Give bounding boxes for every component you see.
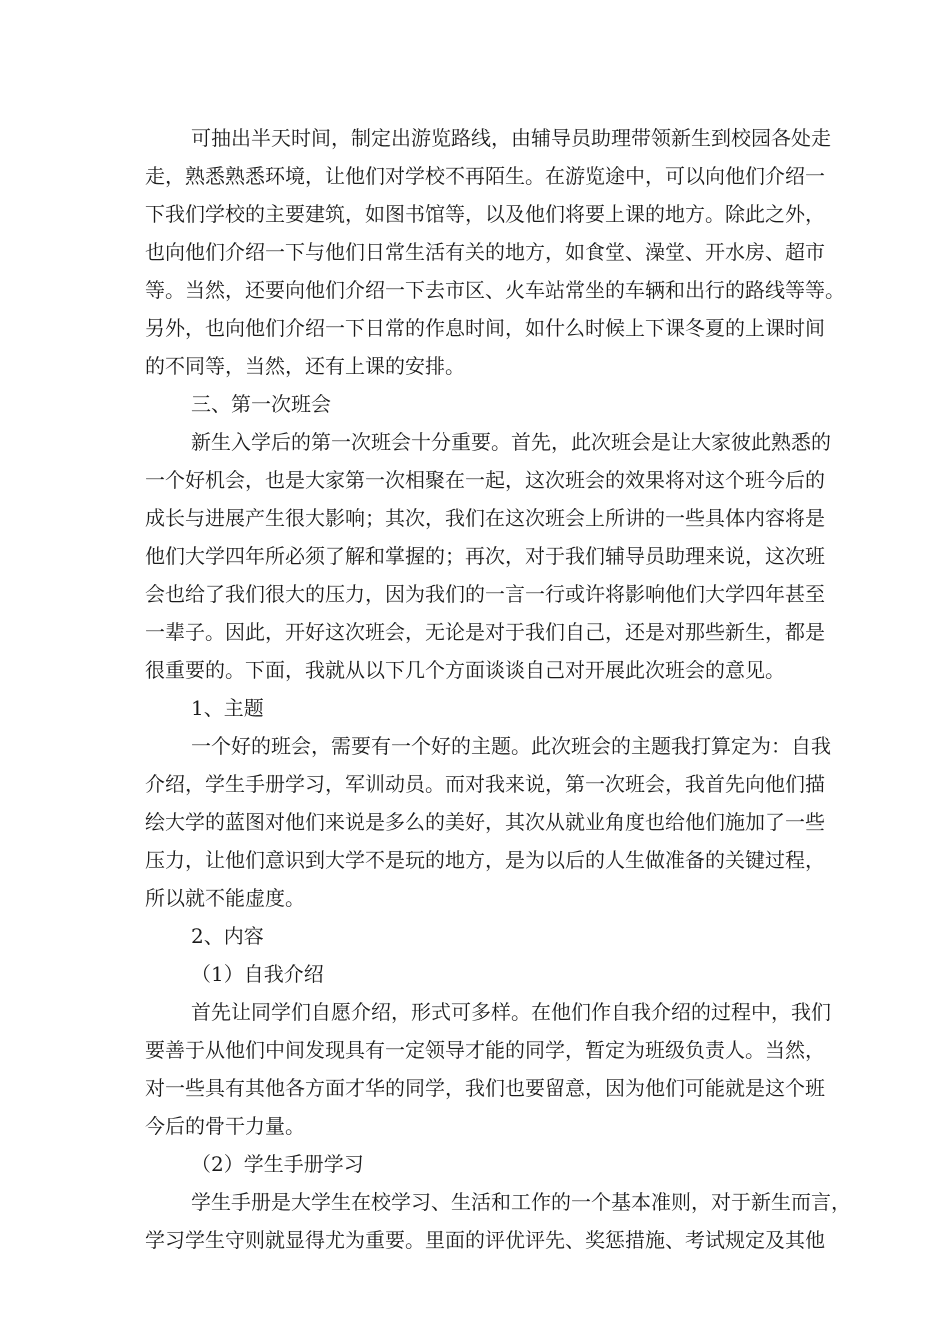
document-body	[145, 119, 851, 1259]
text-line: 对一些具有其他各方面才华的同学，我们也要留意，因为他们可能就是这个班	[145, 1076, 825, 1100]
text-line: 所以就不能虚度。	[145, 886, 305, 910]
text-line: 成长与进展产生很大影响；其次，我们在这次班会上所讲的一些具体内容将是	[145, 506, 825, 530]
text-line: 介绍，学生手册学习，军训动员。而对我来说，第一次班会，我首先向他们描	[145, 772, 825, 796]
text-line: 走，熟悉熟悉环境，让他们对学校不再陌生。在游览途中，可以向他们介绍一	[145, 164, 825, 188]
text-line: 首先让同学们自愿介绍，形式可多样。在他们作自我介绍的过程中，我们	[191, 1000, 831, 1024]
text-line: 一辈子。因此，开好这次班会，无论是对于我们自己，还是对那些新生，都是	[145, 620, 825, 644]
text-line: 今后的骨干力量。	[145, 1114, 305, 1138]
text-line: 2、内容	[191, 924, 264, 948]
text-line: 很重要的。下面，我就从以下几个方面谈谈自己对开展此次班会的意见。	[145, 658, 785, 682]
text-line: 可抽出半天时间，制定出游览路线，由辅导员助理带领新生到校园各处走	[191, 126, 831, 150]
text-line: 的不同等，当然，还有上课的安排。	[145, 354, 465, 378]
text-line: 下我们学校的主要建筑，如图书馆等，以及他们将要上课的地方。除此之外，	[145, 202, 825, 226]
text-line: 他们大学四年所必须了解和掌握的；再次，对于我们辅导员助理来说，这次班	[145, 544, 825, 568]
text-line: 三、第一次班会	[191, 392, 331, 416]
text-line: 压力，让他们意识到大学不是玩的地方，是为以后的人生做准备的关键过程，	[145, 848, 825, 872]
text-line: 等。当然，还要向他们介绍一下去市区、火车站常坐的车辆和出行的路线等等。	[145, 278, 845, 302]
text-line: 绘大学的蓝图对他们来说是多么的美好，其次从就业角度也给他们施加了一些	[145, 810, 825, 834]
text-line: （1）自我介绍	[191, 962, 324, 986]
text-line: 另外，也向他们介绍一下日常的作息时间，如什么时候上下课冬夏的上课时间	[145, 316, 825, 340]
text-line: 学习学生守则就显得尤为重要。里面的评优评先、奖惩措施、考试规定及其他	[145, 1228, 825, 1252]
text-line: 1、主题	[191, 696, 264, 720]
text-line: （2）学生手册学习	[191, 1152, 364, 1176]
text-line: 也向他们介绍一下与他们日常生活有关的地方，如食堂、澡堂、开水房、超市	[145, 240, 825, 264]
text-line: 新生入学后的第一次班会十分重要。首先，此次班会是让大家彼此熟悉的	[191, 430, 831, 454]
text-line: 学生手册是大学生在校学习、生活和工作的一个基本准则，对于新生而言，	[191, 1190, 851, 1214]
text-line: 会也给了我们很大的压力，因为我们的一言一行或许将影响他们大学四年甚至	[145, 582, 825, 606]
text-line: 一个好的班会，需要有一个好的主题。此次班会的主题我打算定为：自我	[191, 734, 831, 758]
text-line: 一个好机会，也是大家第一次相聚在一起，这次班会的效果将对这个班今后的	[145, 468, 825, 492]
text-line: 要善于从他们中间发现具有一定领导才能的同学，暂定为班级负责人。当然，	[145, 1038, 825, 1062]
